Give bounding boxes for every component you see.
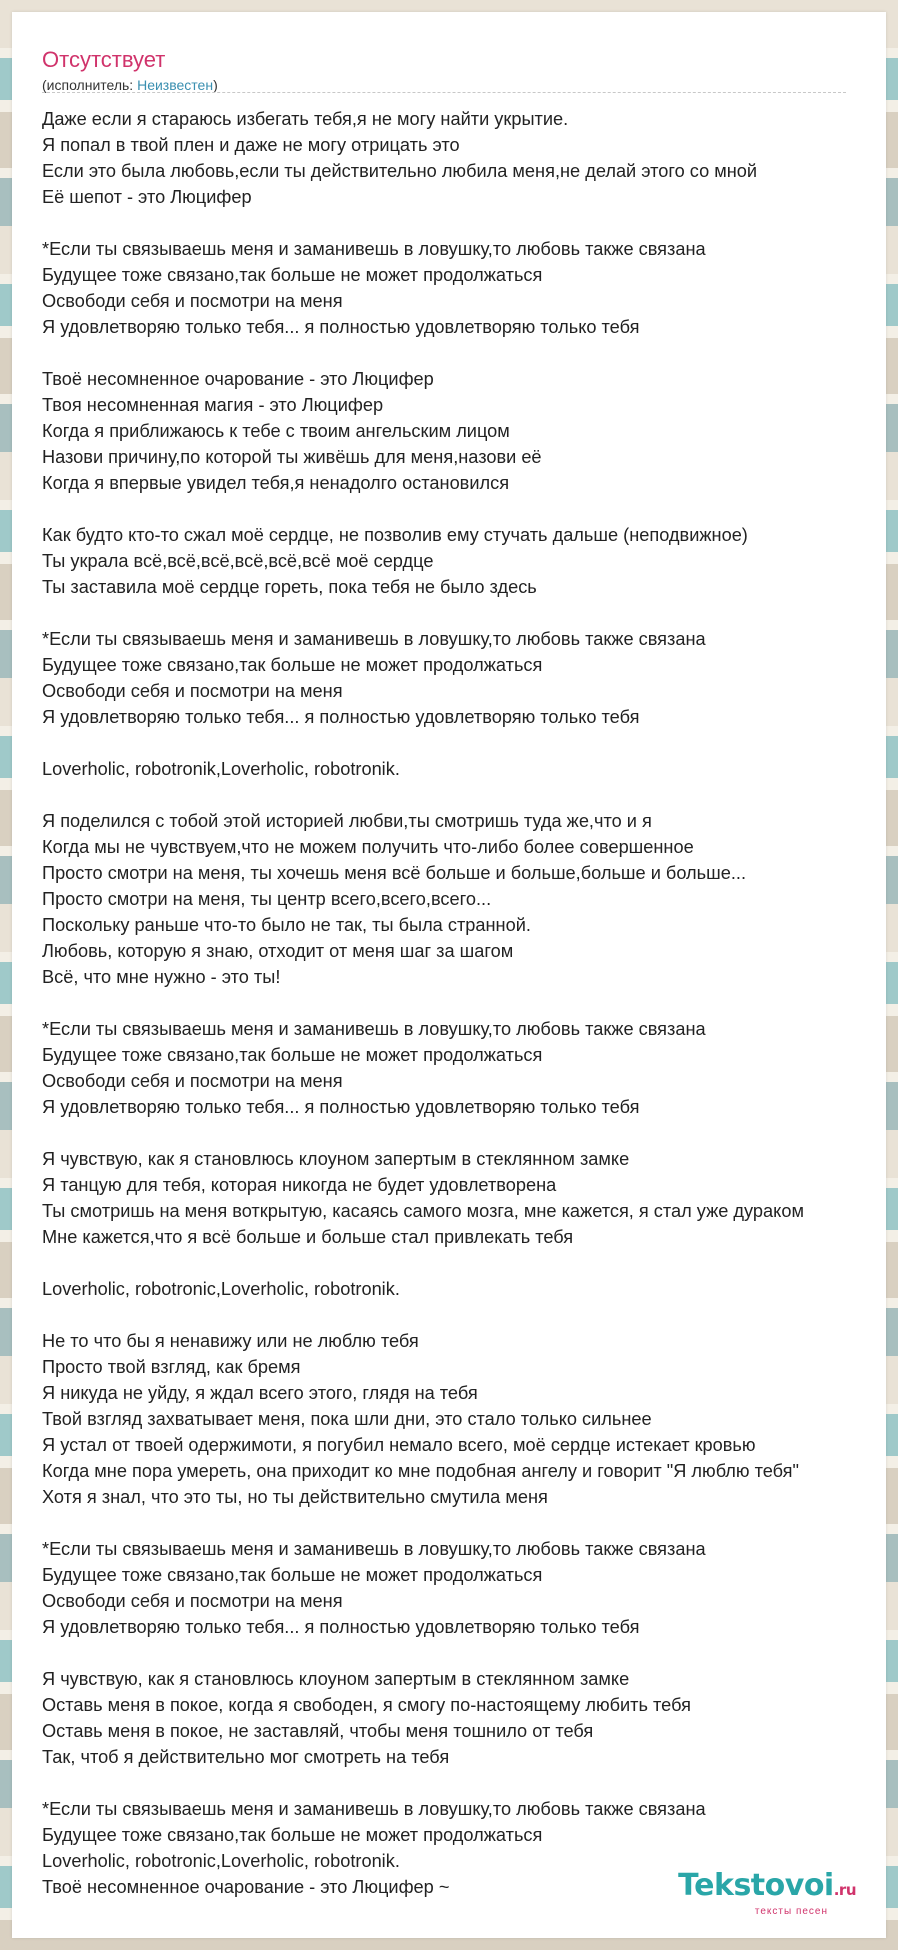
lyrics-line: Когда я приближаюсь к тебе с твоим ангельским лицом <box>42 421 510 441</box>
lyrics-line: Как будто кто-то сжал моё сердце, не позволив ему стучать дальше (неподвижное) <box>42 525 748 545</box>
lyrics-line: Будущее тоже связано,так больше не может продолжаться <box>42 1565 543 1585</box>
lyrics-line: Когда я впервые увидел тебя,я ненадолго остановился <box>42 473 510 493</box>
lyrics-line: Освободи себя и посмотри на меня <box>42 1591 343 1611</box>
lyrics-line: Когда мы не чувствуем,что не можем получить что-либо более совершенное <box>42 837 694 857</box>
lyrics-stanza <box>42 1276 886 1302</box>
lyrics-stanza <box>42 808 886 990</box>
lyrics-line: *Если ты связываешь меня и заманивешь в ловушку,то любовь также связана <box>42 1539 706 1559</box>
lyrics-line: Будущее тоже связано,так больше не может продолжаться <box>42 1045 543 1065</box>
lyrics-line: Я поделился с тобой этой историей любви,ты смотришь туда же,что и я <box>42 811 652 831</box>
lyrics-line: Loverholic, robotronik,Loverholic, robotronik. <box>42 759 400 779</box>
lyrics-line: Если это была любовь,если ты действительно любила меня,не делай этого со мной <box>42 161 758 181</box>
logo-tld: .ru <box>833 1881 856 1899</box>
logo-tagline: тексты песен <box>754 1906 828 1917</box>
lyrics-line: Просто смотри на меня, ты хочешь меня всё больше и больше,больше и больше... <box>42 863 746 883</box>
lyrics-line: *Если ты связываешь меня и заманивешь в ловушку,то любовь также связана <box>42 1799 706 1819</box>
lyrics-line: Просто смотри на меня, ты центр всего,всего,всего... <box>42 889 492 909</box>
lyrics-stanza <box>42 1328 886 1510</box>
lyrics-stanza <box>42 1536 886 1640</box>
lyrics-stanza <box>42 106 886 210</box>
lyrics-line: Её шепот - это Люцифер <box>42 187 252 207</box>
site-logo[interactable] <box>678 1870 856 1918</box>
song-header <box>42 46 846 94</box>
lyrics-stanza <box>42 626 886 730</box>
lyrics-line: Освободи себя и посмотри на меня <box>42 1071 343 1091</box>
lyrics-line: Так, чтоб я действительно мог смотреть на тебя <box>42 1747 450 1767</box>
lyrics-line: Я никуда не уйду, я ждал всего этого, глядя на тебя <box>42 1383 478 1403</box>
lyrics-line: Мне кажется,что я всё больше и больше стал привлекать тебя <box>42 1227 574 1247</box>
lyrics-line: Любовь, которую я знаю, отходит от меня шаг за шагом <box>42 941 514 961</box>
logo-name: Tekstovoi <box>678 1868 834 1903</box>
lyrics-line: Ты украла всё,всё,всё,всё,всё,всё моё сердце <box>42 551 434 571</box>
lyrics-line: Не то что бы я ненавижу или не люблю тебя <box>42 1331 419 1351</box>
lyrics-line: Я чувствую, как я становлюсь клоуном запертым в стеклянном замке <box>42 1149 630 1169</box>
lyrics-line: Освободи себя и посмотри на меня <box>42 681 343 701</box>
lyrics-stanza <box>42 236 886 340</box>
lyrics-line: Я попал в твой плен и даже не могу отрицать это <box>42 135 460 155</box>
lyrics-body <box>42 106 886 1926</box>
lyrics-line: Я удовлетворяю только тебя... я полностью удовлетворяю только тебя <box>42 707 640 727</box>
lyrics-line: Ты заставила моё сердце гореть, пока тебя не было здесь <box>42 577 537 597</box>
lyrics-stanza <box>42 1016 886 1120</box>
artist-prefix: (исполнитель: <box>42 77 138 93</box>
lyrics-line: Всё, что мне нужно - это ты! <box>42 967 281 987</box>
lyrics-line: Я чувствую, как я становлюсь клоуном запертым в стеклянном замке <box>42 1669 630 1689</box>
lyrics-line: Loverholic, robotronic,Loverholic, robotronik. <box>42 1851 400 1871</box>
lyrics-line: Оставь меня в покое, когда я свободен, я смогу по-настоящему любить тебя <box>42 1695 691 1715</box>
lyrics-line: Твоё несомненное очарование - это Люцифер <box>42 369 434 389</box>
lyrics-line: Будущее тоже связано,так больше не может продолжаться <box>42 655 543 675</box>
lyrics-line: Освободи себя и посмотри на меня <box>42 291 343 311</box>
lyrics-line: Я танцую для тебя, которая никогда не будет удовлетворена <box>42 1175 557 1195</box>
lyrics-stanza <box>42 756 886 782</box>
artist-link[interactable]: Неизвестен <box>137 77 214 93</box>
lyrics-line: Будущее тоже связано,так больше не может продолжаться <box>42 265 543 285</box>
lyrics-line: Поскольку раньше что-то было не так, ты была странной. <box>42 915 531 935</box>
lyrics-line: Будущее тоже связано,так больше не может продолжаться <box>42 1825 543 1845</box>
logo-wordmark <box>678 1870 856 1906</box>
song-title: Отсутствует <box>42 47 166 72</box>
lyrics-stanza <box>42 366 886 496</box>
lyrics-line: Просто твой взгляд, как бремя <box>42 1357 301 1377</box>
header-divider <box>42 92 846 93</box>
lyrics-line: Даже если я стараюсь избегать тебя,я не могу найти укрытие. <box>42 109 569 129</box>
lyrics-line: Я устал от твоей одержимоти, я погубил немало всего, моё сердце истекает кровью <box>42 1435 756 1455</box>
lyrics-line: Хотя я знал, что это ты, но ты действительно смутила меня <box>42 1487 548 1507</box>
lyrics-stanza <box>42 1146 886 1250</box>
lyrics-line: Я удовлетворяю только тебя... я полностью удовлетворяю только тебя <box>42 1617 640 1637</box>
lyrics-line: Я удовлетворяю только тебя... я полностью удовлетворяю только тебя <box>42 1097 640 1117</box>
lyrics-line: *Если ты связываешь меня и заманивешь в ловушку,то любовь также связана <box>42 1019 706 1039</box>
lyrics-stanza <box>42 1666 886 1770</box>
lyrics-line: Назови причину,по которой ты живёшь для меня,назови её <box>42 447 542 467</box>
lyrics-stanza <box>42 522 886 600</box>
lyrics-line: Ты смотришь на меня воткрытую, касаясь самого мозга, мне кажется, я стал уже дураком <box>42 1201 804 1221</box>
lyrics-line: Твоё несомненное очарование - это Люцифер ~ <box>42 1877 450 1897</box>
lyrics-page <box>12 12 886 1938</box>
lyrics-line: Оставь меня в покое, не заставляй, чтобы меня тошнило от тебя <box>42 1721 594 1741</box>
lyrics-line: Когда мне пора умереть, она приходит ко мне подобная ангелу и говорит "Я люблю тебя" <box>42 1461 799 1481</box>
lyrics-line: Твой взгляд захватывает меня, пока шли дни, это стало только сильнее <box>42 1409 652 1429</box>
lyrics-line: Твоя несомненная магия - это Люцифер <box>42 395 384 415</box>
lyrics-line: Я удовлетворяю только тебя... я полностью удовлетворяю только тебя <box>42 317 640 337</box>
lyrics-line: *Если ты связываешь меня и заманивешь в ловушку,то любовь также связана <box>42 629 706 649</box>
artist-suffix: ) <box>213 77 218 93</box>
lyrics-line: Loverholic, robotronic,Loverholic, robotronik. <box>42 1279 400 1299</box>
lyrics-line: *Если ты связываешь меня и заманивешь в ловушку,то любовь также связана <box>42 239 706 259</box>
